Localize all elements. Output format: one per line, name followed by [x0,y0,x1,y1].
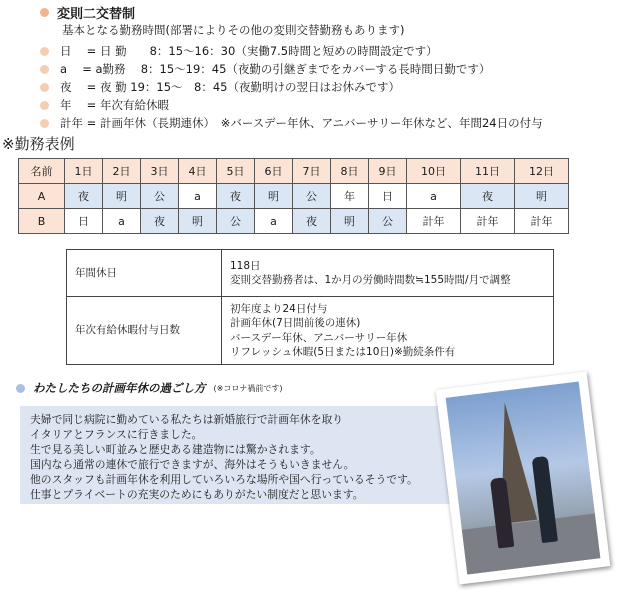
roster-cell: 公 [369,209,407,234]
roster-title: ※勤務表例 [2,135,75,153]
photo-ground [462,514,600,575]
roster-cell: 日 [65,209,103,234]
roster-cell: 日 [369,184,407,209]
info-row [67,250,554,297]
info-row [67,297,554,365]
roster-cell: a [179,184,217,209]
roster-cell: a [255,209,293,234]
shift-text: 夜 = 夜 勤 19：15～ 8：45（夜勤明けの翌日はお休みです） [60,80,400,94]
roster-cell: 夜 [141,209,179,234]
roster-header-day: 3日 [141,159,179,184]
roster-header-day: 5日 [217,159,255,184]
shift-text: 日 = 日 勤 8：15～16：30（実働7.5時間と短めの時間設定です） [60,44,438,58]
roster-header-day: 2日 [103,159,141,184]
roster-cell: a [407,184,461,209]
bullet-icon [40,8,49,17]
roster-staff-name: A [19,184,65,209]
system-title [40,3,135,22]
shift-item [40,114,543,132]
roster-cell: 明 [255,184,293,209]
info-line: バースデー年休、アニバーサリー年休 [230,331,408,344]
roster-cell: 計年 [515,209,569,234]
bullet-icon [40,47,49,56]
roster-header-name: 名前 [19,159,65,184]
shift-item [40,42,543,60]
roster-staff-name: B [19,209,65,234]
story-line: 他のスタッフも計画年休を利用していろいろな場所や国へ行っているそうです。 [30,473,418,486]
roster-header-day: 4日 [179,159,217,184]
roster-cell: 計年 [461,209,515,234]
shift-text: a = a勤務 8：15～19：45（夜勤の引継ぎまでをカバーする長時間日勤です） [60,62,491,76]
roster-header-day: 9日 [369,159,407,184]
bullet-icon [40,119,49,128]
shift-item [40,78,543,96]
shift-text: 計年 = 計画年休（長期連休） ※バースデー年休、アニバーサリー年休など、年間24日の付与 [60,116,543,130]
info-table [66,249,554,365]
info-value [222,250,554,297]
roster-cell: 公 [217,209,255,234]
info-line: 変則交替勤務者は、1か月の労働時間数≒155時間/月で調整 [230,274,511,286]
bullet-icon [16,384,25,393]
roster-header-day: 6日 [255,159,293,184]
bullet-icon [40,65,49,74]
roster-row [19,184,569,209]
story-line: 国内なら通常の連休で旅行できますが、海外はそうもいきません。 [30,458,355,471]
roster-header-day: 1日 [65,159,103,184]
bullet-icon [40,101,49,110]
roster-cell: 公 [293,184,331,209]
roster-cell: 夜 [461,184,515,209]
roster-header-day: 11日 [461,159,515,184]
story-line: 生で見る美しい町並みと歴史ある建造物には驚かされます。 [30,443,321,456]
system-title-text: 変則二交替制 [57,7,136,22]
shift-list [40,42,543,132]
shift-item [40,96,543,114]
system-subtitle: 基本となる勤務時間(部署によりその他の変則交替勤務もあります) [62,23,405,37]
story-box [20,406,455,504]
story-line: 仕事とプライベートの充実のためにもありがたい制度だと思います。 [30,488,364,501]
roster-cell: 明 [103,184,141,209]
shift-text: 年 = 年次有給休暇 [60,98,169,112]
roster-header-row [19,159,569,184]
info-line: 118日 [230,259,261,272]
roster-header-day: 10日 [407,159,461,184]
info-label: 年次有給休暇付与日数 [67,297,222,365]
info-line: リフレッシュ休暇(5日または10日)※勤続条件有 [230,345,456,358]
roster-cell: 夜 [65,184,103,209]
info-line: 初年度より24日付与 [230,303,328,316]
roster-cell: 明 [515,184,569,209]
roster-header-day: 12日 [515,159,569,184]
plan-title-text: わたしたちの計画年休の過ごし方 [33,381,206,395]
roster-cell: 明 [179,209,217,234]
roster-cell: 年 [331,184,369,209]
roster-cell: 夜 [217,184,255,209]
roster-cell: 夜 [293,209,331,234]
story-line: イタリアとフランスに行きました。 [30,428,203,441]
roster-header-day: 8日 [331,159,369,184]
plan-title [16,380,282,396]
info-line: 計画年休(7日間前後の連休) [230,317,361,330]
roster-cell: 公 [141,184,179,209]
info-label: 年間休日 [67,250,222,297]
roster-row [19,209,569,234]
roster-cell: 明 [331,209,369,234]
roster-header-day: 7日 [293,159,331,184]
shift-item [40,60,543,78]
roster-table [18,158,569,234]
photo-scene [446,381,601,574]
roster-cell: a [103,209,141,234]
info-value [222,297,554,365]
plan-note: (※コロナ禍前です) [213,383,283,393]
story-line: 夫婦で同じ病院に勤めている私たちは新婚旅行で計画年休を取り [30,413,344,426]
bullet-icon [40,83,49,92]
travel-photo [436,371,611,584]
roster-cell: 計年 [407,209,461,234]
